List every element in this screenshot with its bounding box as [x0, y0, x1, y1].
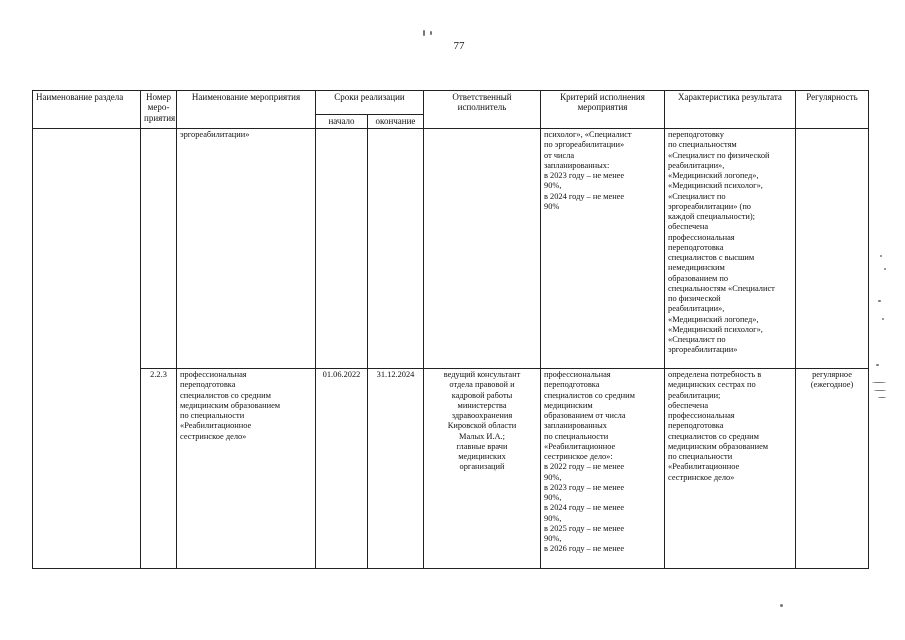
scan-speck: [876, 364, 879, 366]
scan-speck: [882, 318, 884, 320]
header-activity-name: Наименование мероприятия: [177, 91, 316, 129]
activity-number-cell: 2.2.3: [141, 369, 177, 569]
start-date-cell: [316, 129, 368, 369]
end-date-cell: [368, 129, 424, 369]
criterion-text: профессиональная переподготовка специалистов со средним медицинским образованием от числа запланированных по специальности «Реабилитационное сестринское дело»: в 2022 году – не менее 90%, в 2023 году – не менее 90%, в 2024 году – не менее 90%, в 2025 году – не менее 90%, в 2026 году – не менее: [544, 370, 635, 554]
scan-speck: [780, 604, 783, 607]
header-result: Характеристика результата: [665, 91, 796, 129]
activity-name-cell: [177, 369, 316, 569]
scan-speck: [423, 30, 425, 36]
header-deadlines: Сроки реализации: [316, 91, 424, 115]
scan-speck: [430, 31, 432, 35]
criterion-cell: [541, 129, 665, 369]
end-date-cell: 31.12.2024: [368, 369, 424, 569]
activity-number-cell: [141, 129, 177, 369]
result-text: переподготовку по специальностям «Специалист по физической реабилитации», «Медицинский логопед», «Медицинский психолог», «Специалист по эргореабилитации» (по каждой специальности); обеспечена профессиональная переподготовка специалистов с высшим немедицинским образованием по специальностям «Специалист по физической реабилитации», «Медицинский логопед», «Медицинский психолог», «Специалист по эргореабилитации»: [668, 130, 775, 355]
header-responsible: Ответственный исполнитель: [424, 91, 541, 129]
result-text: определена потребность в медицинских сестрах по реабилитации; обеспечена профессиональная переподготовка специалистов со средним медицинским образованием по специальности «Реабилитационное сестринское дело»: [668, 370, 769, 482]
responsible-cell: [424, 129, 541, 369]
regularity-cell: [796, 369, 869, 569]
result-cell: [665, 129, 796, 369]
header-start: начало: [316, 115, 368, 129]
start-date-cell: 01.06.2022: [316, 369, 368, 569]
header-activity-number: Номер меро-приятия: [141, 91, 177, 129]
activity-name-text: эргореабилитации»: [180, 130, 250, 139]
table-header: [33, 91, 869, 129]
activity-name-cell: [177, 129, 316, 369]
scan-speck: [878, 300, 881, 302]
activity-name-text: профессиональная переподготовка специалистов со средним медицинским образованием по специальности «Реабилитационное сестринское дело»: [180, 370, 281, 441]
scan-speck: [872, 382, 886, 383]
scan-speck: [878, 397, 886, 398]
criterion-cell: [541, 369, 665, 569]
scan-speck: [884, 268, 886, 270]
criterion-text: психолог», «Специалист по эргореабилитации» от числа запланированных: в 2023 году – не менее 90%, в 2024 году – не менее 90%: [544, 130, 632, 211]
header-criterion: Критерий исполнения мероприятия: [541, 91, 665, 129]
table-row: [33, 369, 869, 569]
header-regularity: Регулярность: [796, 91, 869, 129]
result-cell: [665, 369, 796, 569]
activity-plan-table: [32, 90, 869, 569]
page-number: 77: [453, 40, 465, 52]
scan-speck: [874, 390, 886, 391]
regularity-text: регулярное (ежегодное): [810, 370, 854, 390]
responsible-text: ведущий консультант отдела правовой и кадровой работы министерства здравоохранения Кировской области Малых И.А.; главные врачи медицинских организаций: [443, 370, 521, 472]
regularity-cell: [796, 129, 869, 369]
scan-speck: [880, 255, 882, 257]
header-end: окончание: [368, 115, 424, 129]
table-row: [33, 129, 869, 369]
section-name-cell: [33, 129, 141, 569]
responsible-cell: [424, 369, 541, 569]
header-section-name: Наименование раздела: [33, 91, 141, 129]
